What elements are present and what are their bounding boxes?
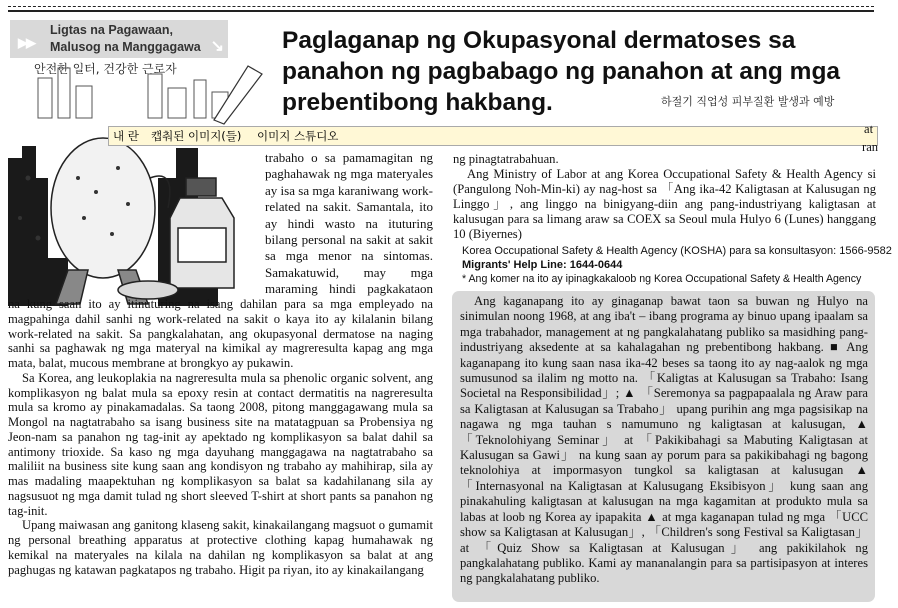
left-paragraph-3: Upang maiwasan ang ganitong klaseng sakit, kinakailangang magsuot o gumamit ng personal breathing apparatus at protective clothing kapag humahawak ng kemikal na materyales na kilala na dahilan ng komplikasyon sa balat at ang paghugas ng katawan pagkatapos ng trabaho. Higit pa riyan, ito ay kinakailangang xyxy=(8,518,433,577)
event-info-text: Ang kaganapang ito ay ginaganap bawat taon sa buwan ng Hulyo na sinimulan noong 1968, at ang iba't – ibang programa ay binuo upang ipaalam sa mga trabahador, management at ng pangkalahatang publiko sa masidhing pang-industriyang aksedente at sa kahalagahan ng prebentibong hakbang. ■ Ang kaganapang ito kung saan nasa ika-42 beses sa taong ito ay nag-aalok ng mga sumusunod sa ilalim ng motto na. 「Kaligtas at Kalusugan sa Trabaho: Isang Societal na Responsibilidad」; ▲ 「Seremonya sa pagpapaalala ng Araw para sa Kaligtasan at Kalusugan sa Trabaho」 upang purihin ang mga pagsisikap na nagawa ng mga tauhan s namumuno ng kaligtasan at kalusugan, ▲「Teknolohiyang Seminar」 at 「Pakikibahagi sa Mabuting Kaligtasan at Kalusugan sa Gawi」 na kung saan ay porum para sa pakikibahagi ng bagong teknolohiya at impormasyon tungkol sa kaligtasan at kalusugan ▲ 「Internasyonal na Kaligtasan at Kalusugang Eksibisyon」 kung saan ang pinakahuling kaligtasan at kalusugan na mga kagamitan at produkto mula sa labas at loob ng Korea ay ipapakita ▲ at mga kaganapan tulad ng mga 「UCC show sa Kaligtasan at Kalusugan」, 「Children's song Festival sa Kaligtasan」 at 「Quiz Show sa Kaligtasan at Kalusugan」 ang pakikilahok ng pangkalahatang publiko. Kami ay mananalangin para sa partisipasyon at interes ng pangkalahatang publiko. xyxy=(460,294,868,586)
right-column-text xyxy=(453,152,876,241)
sponsor-note: * Ang komer na ito ay ipinagkakaloob ng Korea Occupational Safety & Health Agency xyxy=(462,273,862,285)
ime-item-2[interactable]: 캡춰된 이미지(들) xyxy=(151,129,242,143)
section-subtitle-kr: 안전한 일터, 건강한 근로자 xyxy=(34,62,177,76)
ime-item-1[interactable]: 내 란 xyxy=(113,129,139,143)
top-dashed-rule xyxy=(8,6,874,7)
kosha-contact: Korea Occupational Safety & Health Agency (KOSHA) para sa konsultasyon: 1566-9582 xyxy=(462,245,892,257)
figure-body-icon xyxy=(51,138,170,304)
right-paragraph-1: ng pinagtatrabahuan. xyxy=(453,152,559,166)
arrow-down-right-icon: ↘ xyxy=(210,38,224,55)
right-paragraph-2: Ang Ministry of Labor at ang Korea Occupational Safety & Health Agency si (Pangulong Noh-Min-ki) ay nag-host sa 「Ang ika-42 Kaligtasan at Kalusugan ng Linggo」, ang linggo na binigyang-diin ang pang-industriyang kaligtasan at kalusugan para sa limang araw sa COEX sa Seoul mula Hulyo 6 (Lunes) hanggang 10 (Biyernes) xyxy=(453,166,876,241)
section-tag xyxy=(10,20,228,58)
illustration-skin-rash-figure xyxy=(8,58,264,306)
article-title: Paglaganap ng Okupasyonal dermatoses sa panahon ng pagbabago ng panahon at ang mga prebentibong hakbang. xyxy=(282,27,841,116)
ime-item-3[interactable]: 이미지 스튜디오 xyxy=(257,129,339,143)
left-paragraph-2: Sa Korea, ang leukoplakia na nagreresulta mula sa phenolic organic solvent, ang komplikasyon ng balat mula sa epoxy resin at contact dermatitis na nagreresulta mula sa kromo ay pinakamadalas. Sa taong 2008, pitong manggagawang mula sa Mongol na nagtatrabaho sa isang business site na matatagpuan sa Probensiya ng Jeon-nam sa panahon ng tag-init ay apektado ng komplikasyon sa balat dahil sa antimony trioxide. Sa kaso ng mga dayuhang manggagawa na nagtatrabaho sa maliliit na business site kung saan ang kondisyon ng trabaho ay mahihirap, sila ay mas madaling maapektuhan ng komplikasyon sa balat sa kadahilanang sila ay nagsusuot ng mga damit tulad ng short sleeved T-shirt at short pants sa panahon ng tag-init. xyxy=(8,370,433,518)
left-column-text xyxy=(8,297,433,577)
top-solid-rule xyxy=(8,10,874,12)
double-chevron-right-icon: ▶▶ xyxy=(18,35,34,50)
section-line-2: Malusog na Manggagawa xyxy=(50,40,201,54)
cut-text-right-1: at xyxy=(864,122,874,136)
event-info-box xyxy=(452,291,875,602)
contact-info xyxy=(462,244,892,286)
migrants-helpline: Migrants' Help Line: 1644-0644 xyxy=(462,259,623,271)
left-narrow-paragraph: trabaho o sa pamamagitan ng paghahawak ng mga materyales ay isa sa mga karaniwang work-related na sakit. Samantala, ito ay hindi wasto na ituturing bilang personal na sakit at sakit sa mga menor na sintomas. Samakatuwid, may mga maraming hindi pagkakataon xyxy=(265,150,433,297)
city-skyline-icon xyxy=(38,68,228,118)
pen-icon xyxy=(214,66,262,124)
ime-candidate-bar[interactable] xyxy=(108,126,878,146)
article-title-kr: 하절기 직업성 피부질환 발생과 예방 xyxy=(661,95,835,108)
left-paragraph-1: na kung saan ito ay itinuturing na isang dahilan para sa mga empleyado na magpahinga dahil sanhi ng work-related na sakit o kaya ito ay kilalanin bilang work-related na sakit. Sa pangkalahatan, ang okupasyonal dermatose na naging sanhi sa paghawak ng mga materyal na kimikal ay magreresulta kapag ang mga mata, balat, mucous membrane at brongkyo ay pukawin. xyxy=(8,297,433,370)
cut-text-right-2: ran xyxy=(862,140,879,154)
section-line-1: Ligtas na Pagawaan, xyxy=(50,23,173,37)
